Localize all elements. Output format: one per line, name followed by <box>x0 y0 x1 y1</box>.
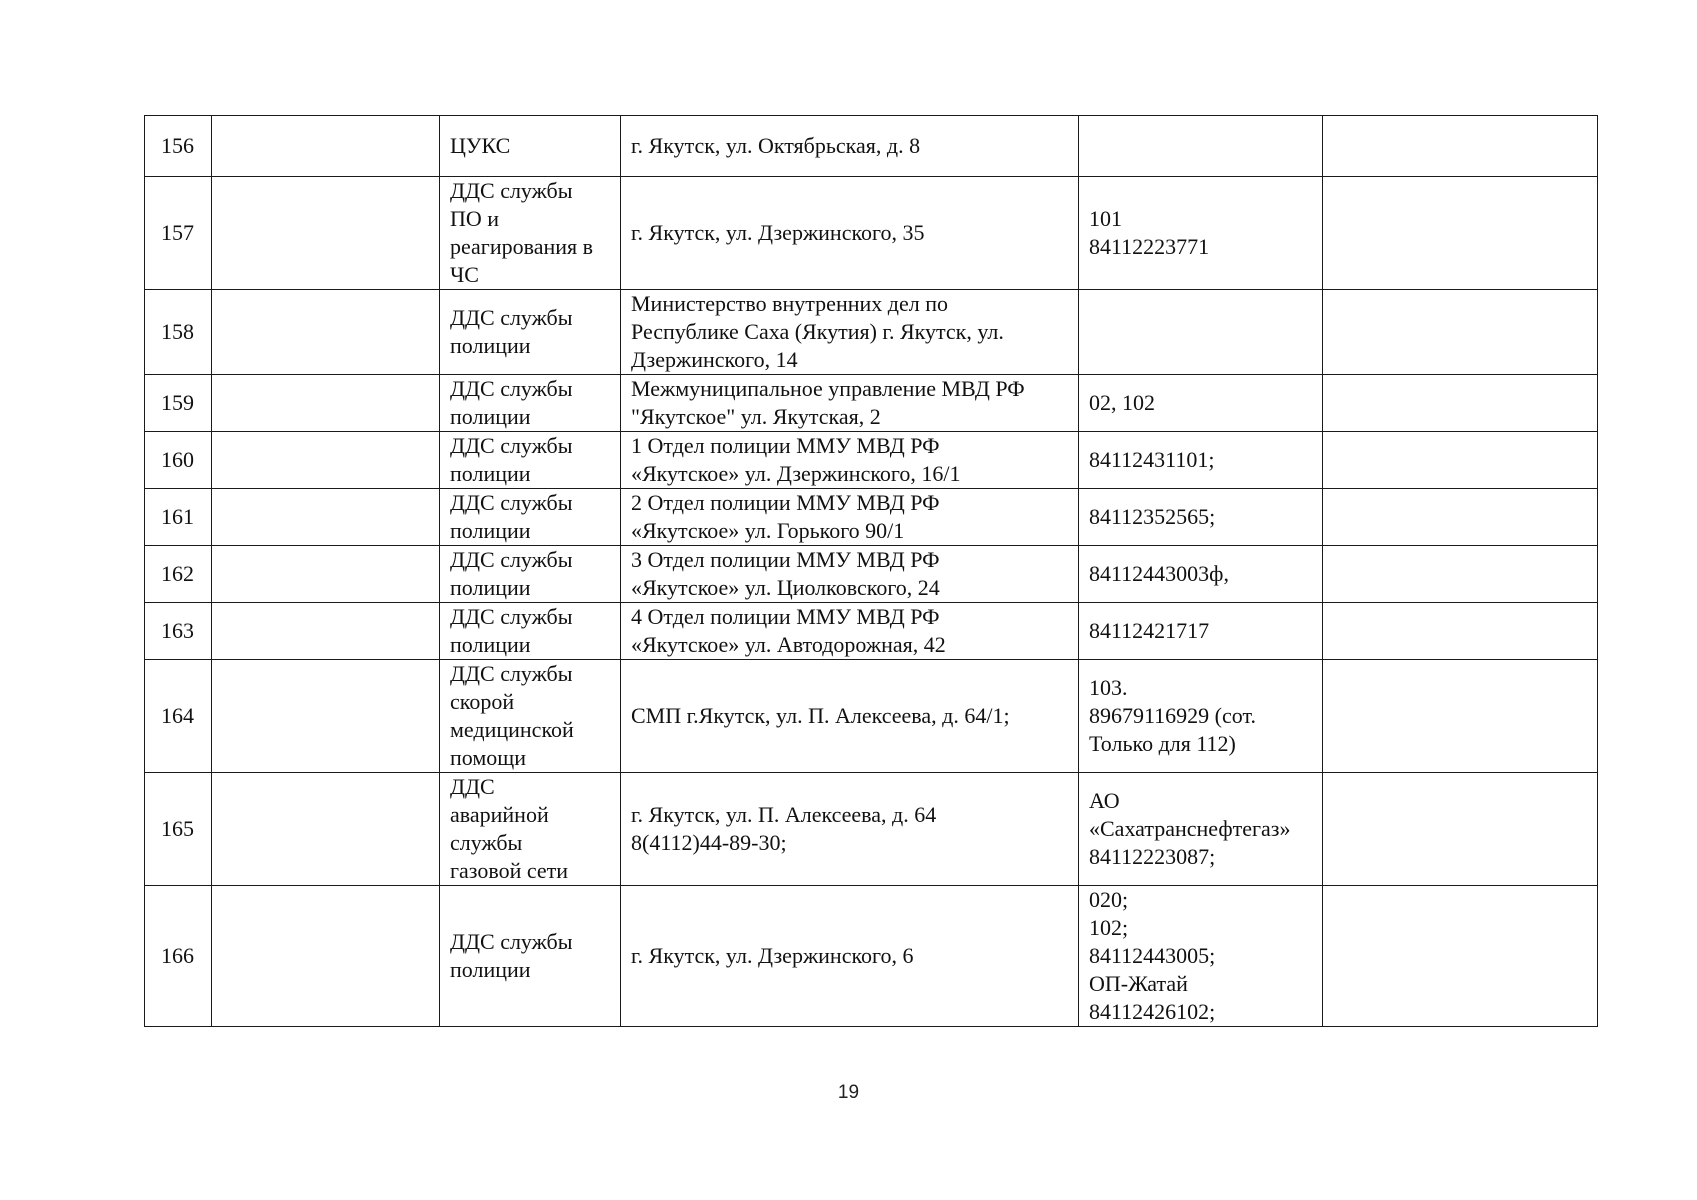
contacts-table <box>144 115 1598 1027</box>
table-body <box>145 116 1598 1027</box>
phone-cell <box>1079 116 1323 177</box>
empty-cell <box>212 886 440 1027</box>
empty-cell <box>1323 116 1598 177</box>
page-number: 19 <box>837 1082 860 1103</box>
phone-cell: 020; 102; 84112443005; ОП-Жатай 84112426102; <box>1079 886 1323 1027</box>
empty-cell <box>212 116 440 177</box>
row-number-cell: 162 <box>145 546 212 603</box>
address-cell: СМП г.Якутск, ул. П. Алексеева, д. 64/1; <box>621 660 1079 773</box>
empty-cell <box>212 432 440 489</box>
empty-cell <box>212 290 440 375</box>
table-row <box>145 375 1598 432</box>
address-cell: 1 Отдел полиции ММУ МВД РФ «Якутское» ул. Дзержинского, 16/1 <box>621 432 1079 489</box>
empty-cell <box>212 375 440 432</box>
table-row <box>145 177 1598 290</box>
address-cell: 2 Отдел полиции ММУ МВД РФ «Якутское» ул. Горького 90/1 <box>621 489 1079 546</box>
row-number-cell: 163 <box>145 603 212 660</box>
table-row <box>145 290 1598 375</box>
empty-cell <box>1323 603 1598 660</box>
address-cell: г. Якутск, ул. П. Алексеева, д. 64 8(4112)44-89-30; <box>621 773 1079 886</box>
empty-cell <box>1323 489 1598 546</box>
table-row <box>145 432 1598 489</box>
address-cell: г. Якутск, ул. Дзержинского, 35 <box>621 177 1079 290</box>
service-cell: ДДС службы полиции <box>440 375 621 432</box>
row-number-cell: 159 <box>145 375 212 432</box>
service-cell: ДДС службы полиции <box>440 603 621 660</box>
empty-cell <box>1323 660 1598 773</box>
table-row <box>145 886 1598 1027</box>
table-row <box>145 773 1598 886</box>
empty-cell <box>1323 886 1598 1027</box>
table-row <box>145 546 1598 603</box>
service-cell: ЦУКС <box>440 116 621 177</box>
service-cell: ДДС службы полиции <box>440 546 621 603</box>
service-cell: ДДС службы полиции <box>440 489 621 546</box>
row-number-cell: 160 <box>145 432 212 489</box>
phone-cell: 101 84112223771 <box>1079 177 1323 290</box>
service-cell: ДДС службы скорой медицинской помощи <box>440 660 621 773</box>
phone-cell: 84112421717 <box>1079 603 1323 660</box>
row-number-cell: 166 <box>145 886 212 1027</box>
service-cell: ДДС аварийной службы газовой сети <box>440 773 621 886</box>
address-cell: 4 Отдел полиции ММУ МВД РФ «Якутское» ул. Автодорожная, 42 <box>621 603 1079 660</box>
phone-cell: АО «Сахатранснефтегаз» 84112223087; <box>1079 773 1323 886</box>
row-number-cell: 165 <box>145 773 212 886</box>
empty-cell <box>212 546 440 603</box>
phone-cell <box>1079 290 1323 375</box>
table-row <box>145 116 1598 177</box>
phone-cell: 84112352565; <box>1079 489 1323 546</box>
service-cell: ДДС службы ПО и реагирования в ЧС <box>440 177 621 290</box>
row-number-cell: 161 <box>145 489 212 546</box>
row-number-cell: 158 <box>145 290 212 375</box>
empty-cell <box>1323 546 1598 603</box>
empty-cell <box>1323 375 1598 432</box>
empty-cell <box>212 660 440 773</box>
row-number-cell: 157 <box>145 177 212 290</box>
row-number-cell: 164 <box>145 660 212 773</box>
address-cell: Межмуниципальное управление МВД РФ "Якутское" ул. Якутская, 2 <box>621 375 1079 432</box>
service-cell: ДДС службы полиции <box>440 290 621 375</box>
empty-cell <box>212 489 440 546</box>
phone-cell: 84112443003ф, <box>1079 546 1323 603</box>
empty-cell <box>1323 177 1598 290</box>
address-cell: г. Якутск, ул. Октябрьская, д. 8 <box>621 116 1079 177</box>
address-cell: 3 Отдел полиции ММУ МВД РФ «Якутское» ул. Циолковского, 24 <box>621 546 1079 603</box>
empty-cell <box>212 603 440 660</box>
row-number-cell: 156 <box>145 116 212 177</box>
address-cell: Министерство внутренних дел по Республике Саха (Якутия) г. Якутск, ул. Дзержинского, 14 <box>621 290 1079 375</box>
phone-cell: 103. 89679116929 (сот. Только для 112) <box>1079 660 1323 773</box>
empty-cell <box>1323 290 1598 375</box>
table-row <box>145 489 1598 546</box>
empty-cell <box>1323 432 1598 489</box>
phone-cell: 84112431101; <box>1079 432 1323 489</box>
service-cell: ДДС службы полиции <box>440 886 621 1027</box>
empty-cell <box>1323 773 1598 886</box>
address-cell: г. Якутск, ул. Дзержинского, 6 <box>621 886 1079 1027</box>
empty-cell <box>212 177 440 290</box>
table-row <box>145 660 1598 773</box>
table-row <box>145 603 1598 660</box>
service-cell: ДДС службы полиции <box>440 432 621 489</box>
empty-cell <box>212 773 440 886</box>
phone-cell: 02, 102 <box>1079 375 1323 432</box>
